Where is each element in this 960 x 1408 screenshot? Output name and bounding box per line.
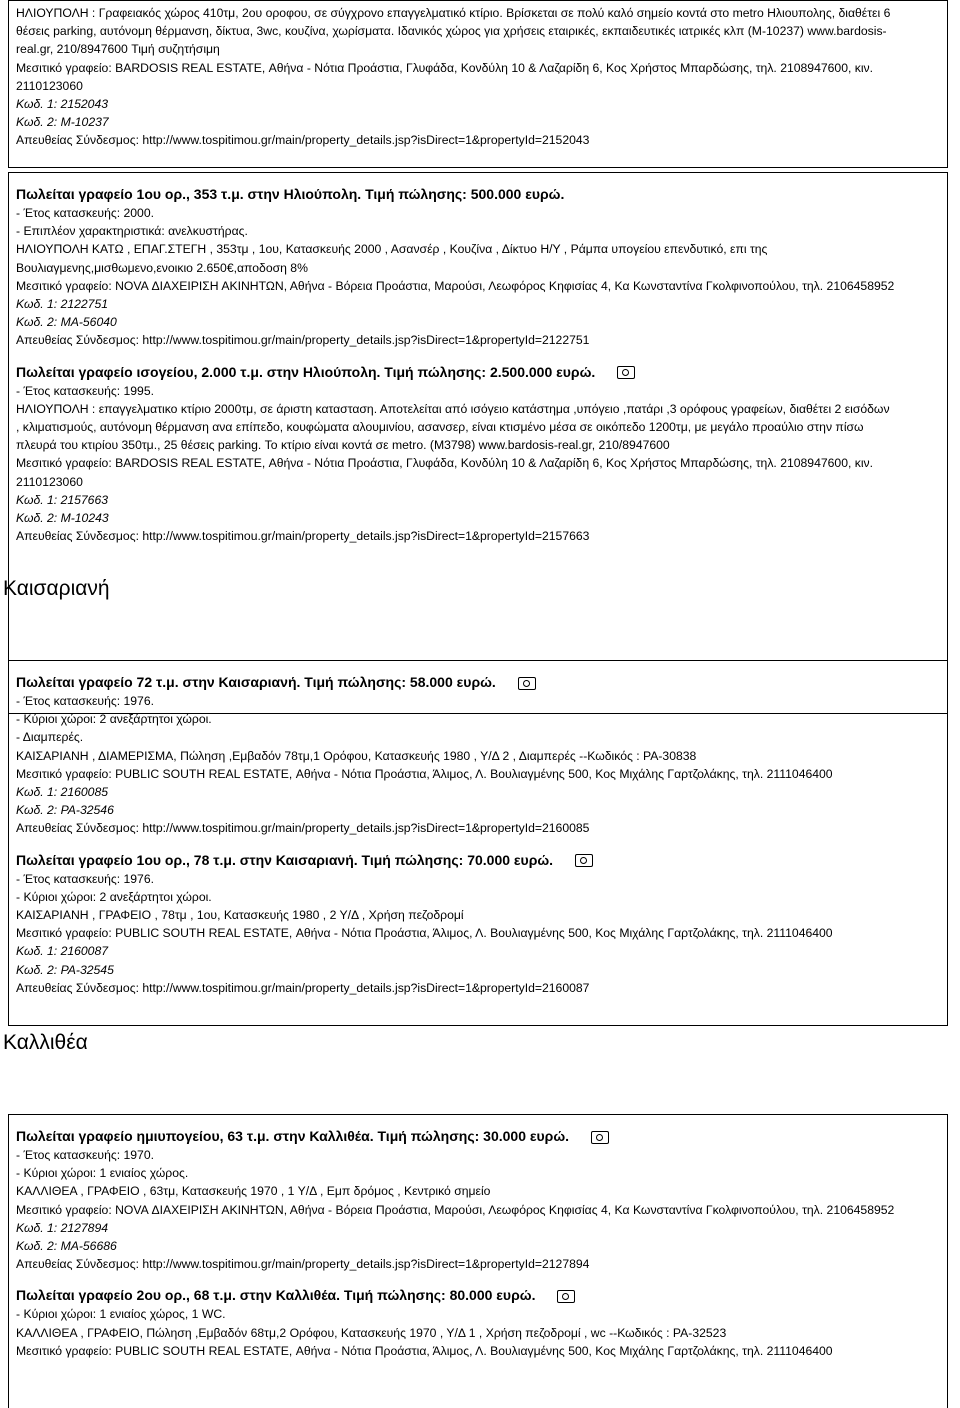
detail-line: - Κύριοι χώροι: 1 ενιαίος χώρος. [16,1166,189,1181]
detail-line: - Έτος κατασκευής: 1976. [16,871,154,886]
camera-icon[interactable] [591,1131,609,1144]
detail-line: - Κύριοι χώροι: 2 ανεξάρτητοι χώροι. [16,712,212,727]
camera-icon[interactable] [617,366,635,379]
detail-line: - Κύριοι χώροι: 1 ενιαίος χώρος, 1 WC. [16,1307,226,1322]
code-2: Κωδ. 2: ΜΑ-56040 [16,315,117,330]
direct-link[interactable]: Απευθείας Σύνδεσμος: http://www.tospitimou.gr/main/property_details.jsp?isDirect=1&propertyId=2122751 [16,333,590,348]
direct-link[interactable]: Απευθείας Σύνδεσμος: http://www.tospitimou.gr/main/property_details.jsp?isDirect=1&propertyId=2160085 [16,821,590,836]
direct-link[interactable]: Απευθείας Σύνδεσμος: http://www.tospitimou.gr/main/property_details.jsp?isDirect=1&propertyId=2157663 [16,529,590,544]
listing-title [16,1285,947,1305]
description-line: ΚΑΛΛΙΘΕΑ , ΓΡΑΦΕΙΟ, Πώληση ,Εμβαδόν 68τμ,2 Ορόφου, Κατασκευής 1970 , Υ/Δ 1 , Χρήση πεζοδρομί , wc --Κωδικός : PA-32523 [16,1325,727,1340]
agency-line: Μεσιτικό γραφείο: PUBLIC SOUTH REAL ESTATE, Αθήνα - Νότια Προάστια, Άλιμος, Λ. Βουλιαγμένης 500, Κος Μιχάλης Γαρτζολάκης, τηλ. 2111046400 [16,1343,833,1358]
code-2: Κωδ. 2: PA-32546 [16,803,114,818]
listing-title [16,362,947,382]
code-1: Κωδ. 1: 2122751 [16,297,109,312]
description-line: real.gr, 210/8947600 Τιμή συζητήσιμη [16,42,220,57]
code-1: Κωδ. 1: 2157663 [16,492,109,507]
description-line: πλευρά του κτιρίου 350τμ., 25 θέσεις parking. Το κτίριο είναι κοντά σε metro. (Μ3798) www.bardosis-real.gr, 210/8947600 [16,438,670,453]
listing-title [16,184,947,204]
listing-title-text: Πωλείται γραφείο 1ου ορ., 353 τ.μ. στην Ηλιούπολη. Τιμή πώλησης: 500.000 ευρώ. [16,186,565,202]
listing-title [16,1126,947,1146]
description-line: ΗΛΙΟΥΠΟΛΗ ΚΑΤΩ , ΕΠΑΓ.ΣΤΕΓΗ , 353τμ , 1ου, Κατασκευής 2000 , Ασανσέρ , Κουζίνα , Δίκτυο Η/Υ , Ράμπα υπογείου επενδυτικό, επι της [16,242,768,257]
description-line: , κλιματισμούς, αυτόνομη θέρμανση ανα επίπεδο, κουφώματα αλουμινίου, ασανσερ, είναι κτισμένο μέσα σε οικόπεδο 1200τμ, με μεγάλο προαύλιο στην πίσω [16,420,864,435]
listing-box-1 [8,0,948,168]
agency-line: Μεσιτικό γραφείο: NOVA ΔΙΑΧΕΙΡΙΣΗ ΑΚΙΝΗΤΩΝ, Αθήνα - Βόρεια Προάστια, Μαρούσι, Λεωφόρος Κηφισίας 4, Κα Κωνσταντίνα Γκολφινοπούλου, τηλ. 2106458952 [16,1202,895,1217]
direct-link[interactable]: Απευθείας Σύνδεσμος: http://www.tospitimou.gr/main/property_details.jsp?isDirect=1&propertyId=2152043 [16,133,590,148]
section-heading-kaisariani: Καισαριανή [3,577,110,600]
listing-title-text: Πωλείται γραφείο ισογείου, 2.000 τ.μ. στην Ηλιούπολη. Τιμή πώλησης: 2.500.000 ευρώ. [16,363,596,380]
listing-title-text: Πωλείται γραφείο 1ου ορ., 78 τ.μ. στην Καισαριανή. Τιμή πώλησης: 70.000 ευρώ. [16,851,554,868]
detail-line: - Κύριοι χώροι: 2 ανεξάρτητοι χώροι. [16,889,212,904]
listing-title-text: Πωλείται γραφείο ημιυπογείου, 63 τ.μ. στην Καλλιθέα. Τιμή πώλησης: 30.000 ευρώ. [16,1128,570,1144]
detail-line: - Έτος κατασκευής: 1995. [16,383,154,398]
description-line: ΚΑΛΛΙΘΕΑ , ΓΡΑΦΕΙΟ , 63τμ, Κατασκευής 1970 , 1 Υ/Δ , Εμπ δρόμος , Κεντρικό σημείο [16,1184,491,1199]
code-2: Κωδ. 2: Μ-10243 [16,511,109,526]
agency-line: Μεσιτικό γραφείο: BARDOSIS REAL ESTATE, Αθήνα - Νότια Προάστια, Γλυφάδα, Κονδύλη 10 & Λαζαρίδη 6, Κος Χρήστος Μπαρδώσης, τηλ. 2108947600, κιν. [16,456,874,471]
description-line: ΗΛΙΟΥΠΟΛΗ : επαγγελματικο κτίριο 2000τμ, σε άριστη κατασταση. Αποτελείται από ισόγειο κατάστημα ,υπόγειο ,πατάρι ,3 ορόφους γραφείων, διαθέτει 2 εισόδων [16,401,890,416]
agency-line: Μεσιτικό γραφείο: PUBLIC SOUTH REAL ESTATE, Αθήνα - Νότια Προάστια, Άλιμος, Λ. Βουλιαγμένης 500, Κος Μιχάλης Γαρτζολάκης, τηλ. 2111046400 [16,766,833,781]
code-2: Κωδ. 2: Μ-10237 [16,115,109,130]
code-1: Κωδ. 1: 2127894 [16,1220,109,1235]
detail-line: - Έτος κατασκευής: 2000. [16,206,154,220]
listing-box-4 [8,660,948,1026]
description-line: ΚΑΙΣΑΡΙΑΝΗ , ΔΙΑΜΕΡΙΣΜΑ, Πώληση ,Εμβαδόν 78τμ,1 Ορόφου, Κατασκευής 1980 , Υ/Δ 2 , Διαμπερές --Κωδικός : PA-30838 [16,748,697,763]
code-2: Κωδ. 2: PA-32545 [16,962,114,977]
agency-line: Μεσιτικό γραφείο: PUBLIC SOUTH REAL ESTATE, Αθήνα - Νότια Προάστια, Άλιμος, Λ. Βουλιαγμένης 500, Κος Μιχάλης Γαρτζολάκης, τηλ. 2111046400 [16,926,833,941]
listing-title [16,672,947,692]
agency-line: 2110123060 [16,474,83,489]
code-1: Κωδ. 1: 2152043 [16,97,109,112]
listing-box-6 [8,1114,948,1408]
description-line: ΗΛΙΟΥΠΟΛΗ : Γραφειακός χώρος 410τμ, 2ου οροφου, σε σύγχροvo επαγγελματικό κτίριο. Βρίσκεται σε πολύ καλό σημείο κοντά στο metro Ηλιουπολης, διαθέτει 6 [16,6,891,20]
description-line: ΚΑΙΣΑΡΙΑΝΗ , ΓΡΑΦΕΙΟ , 78τμ , 1ου, Κατασκευής 1980 , 2 Υ/Δ , Χρήση πεζοδρομί [16,908,464,923]
detail-line: - Έτος κατασκευής: 1970. [16,1148,154,1162]
listing-box-2 [8,172,948,714]
direct-link[interactable]: Απευθείας Σύνδεσμος: http://www.tospitimou.gr/main/property_details.jsp?isDirect=1&propertyId=2127894 [16,1257,590,1272]
camera-icon[interactable] [518,677,536,690]
detail-line: - Επιπλέον χαρακτηριστικά: ανελκυστήρας. [16,224,248,239]
camera-icon[interactable] [557,1290,575,1303]
detail-line: - Έτος κατασκευής: 1976. [16,694,154,708]
agency-line: Μεσιτικό γραφείο: BARDOSIS REAL ESTATE, Αθήνα - Νότια Προάστια, Γλυφάδα, Κονδύλη 10 & Λαζαρίδη 6, Κος Χρήστος Μπαρδώσης, τηλ. 2108947600, κιν. [16,60,874,75]
description-line: θέσεις parking, αυτόνομη θέρμανση, δίκτυα, 3wc, κουζίνα, χωρίσματα. Ιδανικός χώρος για χρήσεις εταιρικές, εκπαιδευτικές ιατρικές κλπ (Μ-10237) www.bardosis- [16,24,887,39]
code-1: Κωδ. 1: 2160085 [16,785,109,800]
listing-title [16,850,947,870]
direct-link[interactable]: Απευθείας Σύνδεσμος: http://www.tospitimou.gr/main/property_details.jsp?isDirect=1&propertyId=2160087 [16,980,590,995]
agency-line: Μεσιτικό γραφείο: NOVA ΔΙΑΧΕΙΡΙΣΗ ΑΚΙΝΗΤΩΝ, Αθήνα - Βόρεια Προάστια, Μαρούσι, Λεωφόρος Κηφισίας 4, Κα Κωνσταντίνα Γκολφινοπούλου, τηλ. 2106458952 [16,278,895,293]
description-line: Βουλιαγμενης,μισθωμενο,ενοικιο 2.650€,αποδοση 8% [16,260,308,275]
agency-line: 2110123060 [16,78,83,93]
code-2: Κωδ. 2: ΜΑ-56686 [16,1239,117,1254]
camera-icon[interactable] [575,854,593,867]
listing-title-text: Πωλείται γραφείο 72 τ.μ. στην Καισαριανή. Τιμή πώλησης: 58.000 ευρώ. [16,674,496,690]
listing-title-text: Πωλείται γραφείο 2ου ορ., 68 τ.μ. στην Καλλιθέα. Τιμή πώλησης: 80.000 ευρώ. [16,1287,536,1304]
code-1: Κωδ. 1: 2160087 [16,944,109,959]
detail-line: - Διαμπερές. [16,730,84,745]
section-heading-kallithea: Καλλιθέα [3,1031,88,1054]
